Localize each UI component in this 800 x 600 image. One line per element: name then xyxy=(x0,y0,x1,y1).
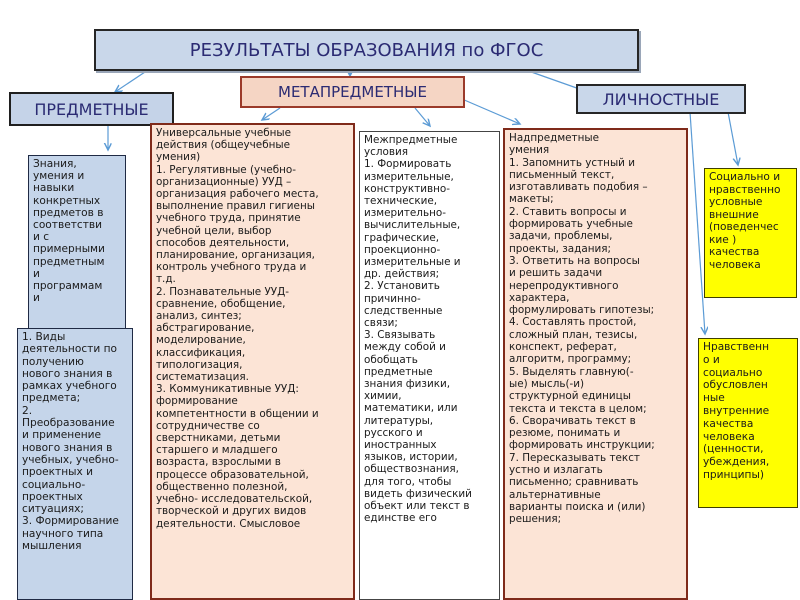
uud-box: Универсальные учебные действия (общеучебные умения) 1. Регулятивные (учебно- организационные) УУД – организация рабочего места, выполнение правил гигиены учебного труда, принятие учебной цели, выбор способов деятельности, планирование, организация, контроль учебного труда и т.д. 2. Познавательные УУД- сравнение, обобщение, анализ, синтез; абстрагирование, моделирование, классификация, типологизация, систематизация. 3. Коммуникативные УУД: формирование компетентности в общении и сотрудничестве со сверстниками, детьми старшего и младшего возраста, взрослыми в процессе образовательной, общественно полезной, учебно- исследовательской, творческой и других видов деятельности. Смысловое xyxy=(150,123,355,600)
personal-internal-box: Нравственн о и социально обусловлен ные внутренние качества человека (ценности, убеждения, принципы) xyxy=(698,338,798,508)
diagram-title-text: РЕЗУЛЬТАТЫ ОБРАЗОВАНИЯ по ФГОС xyxy=(189,39,544,61)
category-meta xyxy=(240,76,465,108)
interdisciplinary-box: Межпредметные условия 1. Формировать измерительные, конструктивно- технические, измерительно- вычислительные, графические, проекционно- измерительные и др. действия; 2. Установить причинно- следственные связи; 3. Связывать между собой и обобщать предметные знания физики, химии, математики, или литературы, русского и иностранных языков, истории, обществознания, для того, чтобы видеть физический объект или текст в единстве его xyxy=(359,131,500,600)
subject-activities-box: 1. Виды деятельности по получению нового знания в рамках учебного предмета; 2. Преобразование и применение нового знания в учебных, учебно- проектных и социально- проектных ситуациях; 3. Формирование научного типа мышления xyxy=(17,328,133,600)
category-subject-text: ПРЕДМЕТНЫЕ xyxy=(34,99,149,119)
arrow-personal-internal xyxy=(690,112,705,334)
supradisciplinary-box: Надпредметные умения 1. Запомнить устный и письменный текст, изготавливать подобия – макеты; 2. Ставить вопросы и формировать учебные задачи, проблемы, проекты, задания; 3. Ответить на вопросы и решить задачи нерепродуктивного характера, формулировать гипотезы; 4. Составлять простой, сложный план, тезисы, конспект, реферат, алгоритм, программу; 5. Выделять главную(- ые) мысль(-и) структурной единицы текста и текста в целом; 6. Сворачивать текст в резюме, понимать и формировать инструкции; 7. Пересказывать текст устно и излагать письменно; сравнивать альтернативные варианты поиска и (или) решения; xyxy=(503,128,688,600)
arrow-meta-inter xyxy=(415,108,430,126)
diagram-title xyxy=(94,29,639,71)
category-meta-text: МЕТАПРЕДМЕТНЫЕ xyxy=(278,83,427,101)
subject-knowledge-box: Знания, умения и навыки конкретных предметов в соответстви и с примерными предметным и программам и xyxy=(28,155,126,330)
category-personal-text: ЛИЧНОСТНЫЕ xyxy=(602,89,720,109)
category-subject xyxy=(9,92,174,126)
category-personal xyxy=(576,84,746,114)
arrow-personal-external xyxy=(728,112,738,165)
personal-external-box: Социально и нравственно условные внешние (поведенчес кие ) качества человека xyxy=(704,168,797,298)
arrow-meta-uud xyxy=(262,108,280,120)
